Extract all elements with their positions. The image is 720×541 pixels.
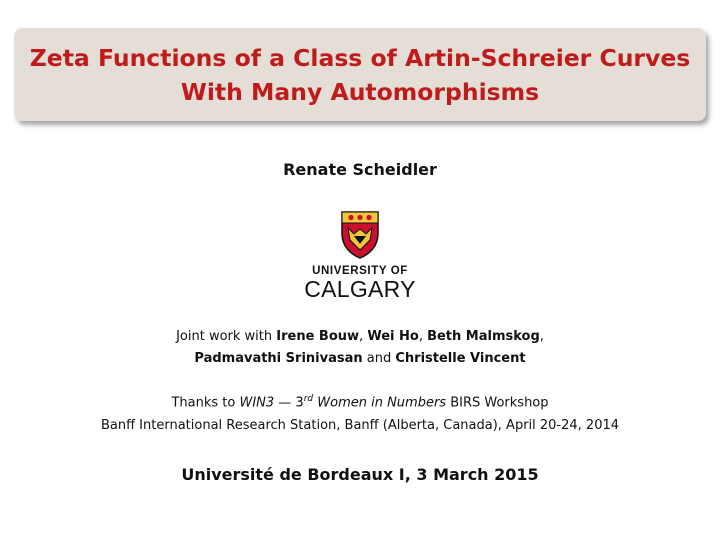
workshop-acronym: WIN3 (239, 395, 275, 411)
collab-separator: , (418, 329, 428, 344)
acknowledgement (0, 388, 720, 437)
collaborators-line-2 (0, 348, 720, 370)
ordinal-suffix: rd (303, 394, 314, 404)
thanks-suffix: BIRS Workshop (446, 395, 549, 411)
title-line-1: Zeta Functions of a Class of Artin-Schreier Curves (29, 43, 691, 72)
logo-university-of: UNIVERSITY OF (312, 265, 408, 277)
thanks-dash: — 3 (274, 395, 304, 411)
thanks-prefix: Thanks to (171, 395, 240, 411)
collaborator-name: Beth Malmskog (427, 329, 540, 344)
collab-and: and (362, 351, 396, 366)
author-name: Renate Scheidler (283, 160, 437, 179)
crest-icon (340, 210, 380, 260)
acknowledgement-line-1 (0, 388, 720, 414)
collab-separator: , (539, 329, 544, 344)
collaborator-name: Irene Bouw (276, 329, 360, 344)
acknowledgement-line-2: Banff International Research Station, Banff (Alberta, Canada), April 20-24, 2014 (100, 418, 620, 434)
title-line-2: With Many Automorphisms (180, 77, 540, 106)
collaborators (0, 326, 720, 370)
logo-calgary: CALGARY (304, 276, 416, 302)
title-box (14, 28, 706, 121)
collab-separator: , (359, 329, 368, 344)
workshop-name: Women in Numbers (313, 395, 447, 411)
collaborator-name: Wei Ho (367, 329, 419, 344)
collab-prefix: Joint work with (176, 329, 277, 344)
venue-date: Université de Bordeaux I, 3 March 2015 (181, 465, 539, 484)
collaborators-line-1 (0, 326, 720, 348)
university-logo (300, 210, 420, 302)
collaborator-name: Padmavathi Srinivasan (194, 351, 363, 366)
collaborator-name: Christelle Vincent (395, 351, 526, 366)
